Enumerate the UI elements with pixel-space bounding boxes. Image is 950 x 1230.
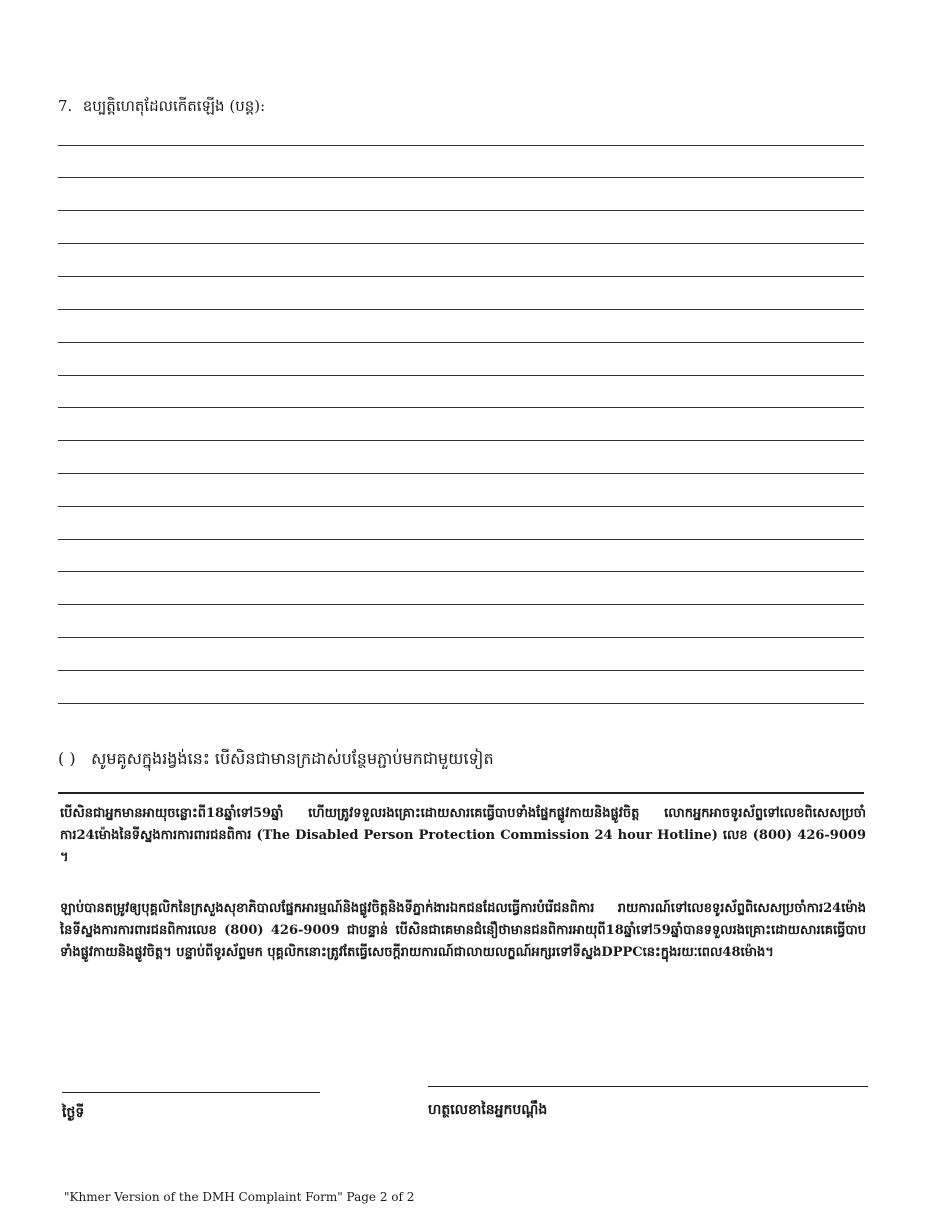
date-line[interactable]	[62, 1092, 320, 1093]
answer-line[interactable]	[58, 145, 864, 146]
answer-line[interactable]	[58, 604, 864, 605]
answer-line[interactable]	[58, 243, 864, 244]
answer-line[interactable]	[58, 473, 864, 474]
answer-line[interactable]	[58, 309, 864, 310]
answer-line[interactable]	[58, 177, 864, 178]
answer-line[interactable]	[58, 342, 864, 343]
answer-line[interactable]	[58, 440, 864, 441]
hotline-paragraph: បើសិនជាអ្នកមានអាយុចន្លោះពី18ឆ្នាំទៅ59ឆ្នាំ ហើយត្រូវទទួលរងគ្រោះដោយសារគេធ្វើបាបទាំងផ្នែកផ្លូវកាយនិងផ្លូវចិត្ត លោកអ្នកអាចទូរស័ព្ទទៅលេខពិសេសប្រចាំការ24ម៉ោងនៃទីស្នងការការពារជនពិការ (The Disabled Person Protection Commission 24 hour Hotline) លេខ (800) 426-9009 ។	[60, 806, 866, 865]
question-label: ឧប្បត្តិហេតុដែលកើតឡើង (បន្ត):	[82, 97, 266, 115]
page-footer: "Khmer Version of the DMH Complaint Form" Page 2 of 2	[64, 1190, 415, 1204]
answer-line[interactable]	[58, 670, 864, 671]
question-7-heading	[58, 97, 265, 119]
answer-line[interactable]	[58, 375, 864, 376]
answer-line[interactable]	[58, 506, 864, 507]
attachment-note-text: សូមគូសក្នុងរង្វង់នេះ បើសិនជាមានក្រដាស់បន្ថែមភ្ជាប់មកជាមួយទៀត	[91, 749, 494, 768]
answer-line[interactable]	[58, 703, 864, 704]
date-label: ថ្ងៃទី	[62, 1105, 85, 1121]
attachment-checkbox[interactable]: ( )	[58, 749, 76, 768]
answer-line[interactable]	[58, 637, 864, 638]
signature-label: ហត្ថលេខានៃអ្នកបណ្តឹង	[428, 1102, 548, 1118]
section-divider	[58, 792, 864, 794]
answer-line[interactable]	[58, 571, 864, 572]
answer-line[interactable]	[58, 276, 864, 277]
answer-line[interactable]	[58, 407, 864, 408]
question-number: 7.	[58, 97, 73, 115]
attachment-note	[58, 748, 494, 772]
reporting-requirement-paragraph: ឡាប់បានតម្រូវឲ្យបុគ្គលិកនៃក្រសួងសុខាភិបាលផ្នែកអារម្មណ៍និងផ្លូវចិត្តនិងទីភ្នាក់ងារឯកជនដែលធ្វើការបំរើជនពិការ រាយការណ៍ទៅលេខទូរស័ព្ទពិសេសប្រចាំការ24ម៉ោងនៃទីស្នងការការពារជនពិការលេខ (800) 426-9009 ជាបន្ទាន់ បើសិនជាគេមានជំនឿថាមានជនពិការអាយុពី18ឆ្នាំទៅ59ឆ្នាំបានទទួលរងគ្រោះដោយសារគេធ្វើបាបទាំងផ្លូវកាយនិងផ្លូវចិត្ត។ បន្ទាប់ពីទូរស័ព្ទមក បុគ្គលិកនោះត្រូវតែធ្វើសេចក្តីរាយការណ៍ជាលាយលក្ខណ៍អក្សរទៅទីស្នងDPPCនេះក្នុងរយៈពេល48ម៉ោង។	[60, 901, 866, 960]
signature-line[interactable]	[428, 1086, 868, 1087]
answer-line[interactable]	[58, 210, 864, 211]
answer-line[interactable]	[58, 539, 864, 540]
